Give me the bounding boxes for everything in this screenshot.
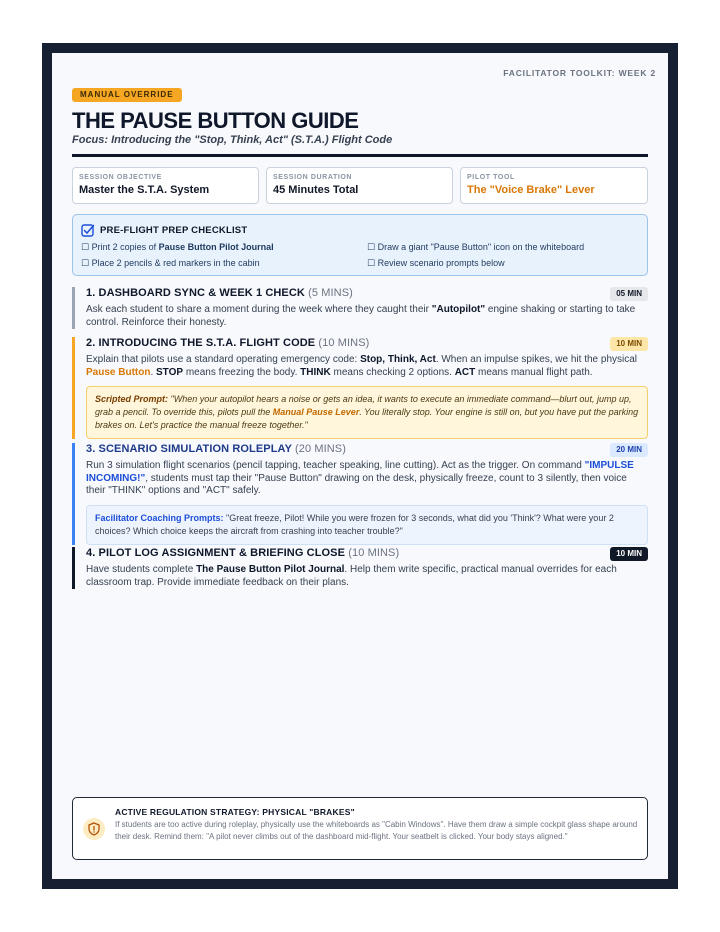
section-sta-flight-code [72,337,648,439]
document-page [52,53,668,879]
manual-override-badge: MANUAL OVERRIDE [72,88,182,102]
strategy-body: If students are too active during roleplay, physically use the whiteboards as "Cabin Windows". Have them draw a simple cockpit glass shape around their desk. Remind them: "A pilot never climbs out of the dashboard mid-flight. Your seatbelt is clicked. Your body stays aligned." [115,820,638,841]
section-body: Explain that pilots use a standard operating emergency code: Stop, Think, Act. When an impulse spikes, we hit the physical Pause Button. STOP means freezing the body. THINK means checking 2 options. ACT means manual flight path. [86,354,638,378]
duration-badge: 20 MIN [610,443,648,457]
duration-badge: 05 MIN [610,287,648,301]
title-divider [72,154,648,157]
checklist-item: ☐ Print 2 copies of Pause Button Pilot Journal [81,242,274,252]
pilot-tool-card [460,167,648,204]
session-duration-label: SESSION DURATION [273,174,353,181]
strategy-title: ACTIVE REGULATION STRATEGY: PHYSICAL "BRAKES" [115,807,355,817]
checklist-item: ☐ Review scenario prompts below [367,258,505,268]
toolkit-label: FACILITATOR TOOLKIT: WEEK 2 [503,68,656,78]
session-duration-card [266,167,453,204]
regulation-strategy-box [72,797,648,860]
page-subtitle: Focus: Introducing the "Stop, Think, Act" (S.T.A.) Flight Code [72,134,393,146]
session-objective-value: Master the S.T.A. System [79,184,210,196]
section-heading: 1. DASHBOARD SYNC & WEEK 1 CHECK (5 MINS) [86,287,353,299]
section-heading: 4. PILOT LOG ASSIGNMENT & BRIEFING CLOSE (10 MINS) [86,547,400,559]
section-heading: 3. SCENARIO SIMULATION ROLEPLAY (20 MINS) [86,443,346,455]
page-frame [42,43,678,889]
prep-checklist [72,214,648,276]
duration-badge: 10 MIN [610,547,648,561]
section-dashboard-sync [72,287,648,329]
section-body: Ask each student to share a moment during the week where they caught their "Autopilot" engine shaking or starting to take control. Reinforce their honesty. [86,304,636,328]
scripted-prompt-callout: Scripted Prompt: "When your autopilot hears a noise or gets an idea, it wants to execute an immediate command—blurt out, jump up, grab a pencil. To override this, pilots pull the Manual Pause Lever. You literally stop. Your engine is still on, but you have put the parking brakes on. Let's practice the manual freeze together." [86,386,648,439]
coaching-prompts-callout: Facilitator Coaching Prompts: "Great freeze, Pilot! While you were frozen for 3 seconds, what did you 'Think'? What were your 2 choices? Which choice keeps the aircraft from crashing into teacher trouble?" [86,505,648,545]
pilot-tool-value: The "Voice Brake" Lever [467,184,595,196]
checklist-item: ☐ Draw a giant "Pause Button" icon on the whiteboard [367,242,585,252]
session-objective-card [72,167,259,204]
section-body: Have students complete The Pause Button Pilot Journal. Help them write specific, practical manual overrides for each classroom trap. Provide immediate feedback on their plans. [86,564,617,588]
checklist-item: ☐ Place 2 pencils & red markers in the cabin [81,258,260,268]
section-body: Run 3 simulation flight scenarios (pencil tapping, teacher speaking, line cutting). Act as the trigger. On command "IMPULSE INCOMING!", students must tap their "Pause Button" drawing on the desk, physically freeze, count to 3 silently, then voice their "THINK" options and "ACT" safely. [86,460,634,496]
session-objective-label: SESSION OBJECTIVE [79,174,162,181]
pilot-tool-label: PILOT TOOL [467,174,515,181]
checkbox-icon [81,223,95,237]
page-title: THE PAUSE BUTTON GUIDE [72,108,359,133]
shield-icon [83,818,105,840]
checklist-title: PRE-FLIGHT PREP CHECKLIST [100,225,248,236]
section-heading: 2. INTRODUCING THE S.T.A. FLIGHT CODE (10 MINS) [86,337,370,349]
section-pilot-log [72,547,648,589]
section-scenario-roleplay [72,443,648,545]
duration-badge: 10 MIN [610,337,648,351]
session-duration-value: 45 Minutes Total [273,184,359,196]
